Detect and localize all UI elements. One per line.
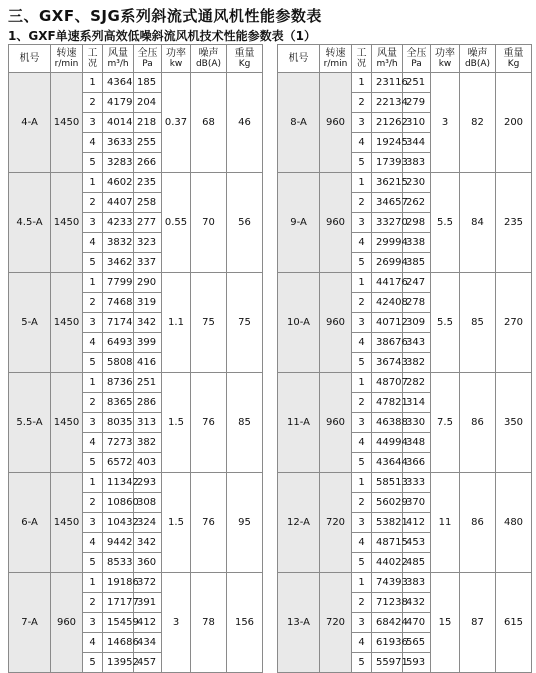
table-subtitle: 1、GXF单速系列高效低噪斜流风机技术性能参数表（1） (8, 29, 317, 43)
flow-cell: 19186 (103, 573, 134, 593)
pressure-cell: 434 (134, 633, 162, 653)
flow-cell: 3633 (103, 133, 134, 153)
weight-cell: 480 (496, 473, 532, 573)
flow-cell: 6572 (103, 453, 134, 473)
weight-cell: 75 (227, 273, 263, 373)
header-row (278, 45, 532, 73)
power-cell: 7.5 (431, 373, 460, 473)
page-title: 三、GXF、SJG系列斜流式通风机性能参数表 (8, 7, 322, 25)
condition-cell: 4 (83, 433, 103, 453)
header-power: 功率 kw (162, 45, 191, 73)
flow-cell: 4179 (103, 93, 134, 113)
condition-cell: 1 (352, 173, 372, 193)
speed-cell: 1450 (51, 173, 83, 273)
condition-cell: 4 (83, 233, 103, 253)
power-cell: 5.5 (431, 273, 460, 373)
table-row (278, 573, 532, 593)
power-cell: 1.5 (162, 473, 191, 573)
flow-cell: 71238 (372, 593, 403, 613)
flow-cell: 7799 (103, 273, 134, 293)
flow-cell: 42408 (372, 293, 403, 313)
pressure-cell: 338 (403, 233, 431, 253)
speed-cell: 1450 (51, 73, 83, 173)
pressure-cell: 282 (403, 373, 431, 393)
condition-cell: 1 (83, 373, 103, 393)
condition-cell: 5 (352, 153, 372, 173)
condition-cell: 1 (83, 173, 103, 193)
speed-cell: 960 (320, 373, 352, 473)
pressure-cell: 399 (134, 333, 162, 353)
speed-cell: 1450 (51, 273, 83, 373)
condition-cell: 2 (83, 593, 103, 613)
flow-cell: 17393 (372, 153, 403, 173)
pressure-cell: 314 (403, 393, 431, 413)
model-cell: 4-A (9, 73, 51, 173)
speed-cell: 1450 (51, 473, 83, 573)
pressure-cell: 565 (403, 633, 431, 653)
noise-cell: 70 (191, 173, 227, 273)
condition-cell: 2 (352, 393, 372, 413)
weight-cell: 270 (496, 273, 532, 373)
condition-cell: 4 (83, 333, 103, 353)
flow-cell: 48707 (372, 373, 403, 393)
performance-table-left (8, 44, 263, 673)
speed-cell: 720 (320, 473, 352, 573)
pressure-cell: 593 (403, 653, 431, 673)
flow-cell: 74393 (372, 573, 403, 593)
model-cell: 12-A (278, 473, 320, 573)
condition-cell: 4 (83, 133, 103, 153)
condition-cell: 1 (352, 473, 372, 493)
noise-cell: 86 (460, 373, 496, 473)
header-pressure: 全压 Pa (134, 45, 162, 73)
table-row (9, 473, 263, 493)
condition-cell: 3 (352, 413, 372, 433)
flow-cell: 36743 (372, 353, 403, 373)
condition-cell: 1 (83, 573, 103, 593)
pressure-cell: 416 (134, 353, 162, 373)
pressure-cell: 258 (134, 193, 162, 213)
pressure-cell: 251 (403, 73, 431, 93)
pressure-cell: 286 (134, 393, 162, 413)
flow-cell: 46388 (372, 413, 403, 433)
model-cell: 13-A (278, 573, 320, 673)
condition-cell: 4 (352, 433, 372, 453)
condition-cell: 5 (352, 253, 372, 273)
flow-cell: 29994 (372, 233, 403, 253)
condition-cell: 1 (83, 73, 103, 93)
pressure-cell: 344 (403, 133, 431, 153)
flow-cell: 58513 (372, 473, 403, 493)
condition-cell: 1 (352, 573, 372, 593)
model-cell: 5-A (9, 273, 51, 373)
flow-cell: 8035 (103, 413, 134, 433)
condition-cell: 5 (352, 453, 372, 473)
condition-cell: 3 (352, 213, 372, 233)
pressure-cell: 432 (403, 593, 431, 613)
flow-cell: 14686 (103, 633, 134, 653)
flow-cell: 7468 (103, 293, 134, 313)
pressure-cell: 277 (134, 213, 162, 233)
pressure-cell: 383 (403, 153, 431, 173)
pressure-cell: 251 (134, 373, 162, 393)
header-power: 功率 kw (431, 45, 460, 73)
flow-cell: 43644 (372, 453, 403, 473)
pressure-cell: 319 (134, 293, 162, 313)
weight-cell: 85 (227, 373, 263, 473)
pressure-cell: 298 (403, 213, 431, 233)
condition-cell: 4 (83, 633, 103, 653)
flow-cell: 40712 (372, 313, 403, 333)
condition-cell: 4 (352, 533, 372, 553)
noise-cell: 78 (191, 573, 227, 673)
condition-cell: 4 (83, 533, 103, 553)
pressure-cell: 343 (403, 333, 431, 353)
flow-cell: 13952 (103, 653, 134, 673)
flow-cell: 36215 (372, 173, 403, 193)
power-cell: 0.55 (162, 173, 191, 273)
weight-cell: 350 (496, 373, 532, 473)
flow-cell: 4407 (103, 193, 134, 213)
condition-cell: 5 (83, 153, 103, 173)
pressure-cell: 366 (403, 453, 431, 473)
noise-cell: 85 (460, 273, 496, 373)
power-cell: 3 (431, 73, 460, 173)
pressure-cell: 412 (134, 613, 162, 633)
table-row (278, 273, 532, 293)
model-cell: 11-A (278, 373, 320, 473)
power-cell: 1.1 (162, 273, 191, 373)
pressure-cell: 360 (134, 553, 162, 573)
flow-cell: 61936 (372, 633, 403, 653)
pressure-cell: 342 (134, 313, 162, 333)
condition-cell: 1 (352, 73, 372, 93)
condition-cell: 5 (83, 553, 103, 573)
noise-cell: 86 (460, 473, 496, 573)
table-row (278, 373, 532, 393)
pressure-cell: 391 (134, 593, 162, 613)
condition-cell: 3 (83, 113, 103, 133)
header-flow: 风量 m³/h (103, 45, 134, 73)
flow-cell: 3832 (103, 233, 134, 253)
condition-cell: 4 (352, 133, 372, 153)
pressure-cell: 385 (403, 253, 431, 273)
flow-cell: 44994 (372, 433, 403, 453)
pressure-cell: 403 (134, 453, 162, 473)
weight-cell: 615 (496, 573, 532, 673)
model-cell: 10-A (278, 273, 320, 373)
condition-cell: 3 (352, 613, 372, 633)
pressure-cell: 370 (403, 493, 431, 513)
noise-cell: 75 (191, 273, 227, 373)
speed-cell: 960 (51, 573, 83, 673)
flow-cell: 53821 (372, 513, 403, 533)
pressure-cell: 266 (134, 153, 162, 173)
header-speed: 转速 r/min (320, 45, 352, 73)
condition-cell: 2 (83, 93, 103, 113)
flow-cell: 8365 (103, 393, 134, 413)
pressure-cell: 293 (134, 473, 162, 493)
condition-cell: 3 (352, 513, 372, 533)
pressure-cell: 412 (403, 513, 431, 533)
flow-cell: 3462 (103, 253, 134, 273)
noise-cell: 76 (191, 373, 227, 473)
pressure-cell: 313 (134, 413, 162, 433)
flow-cell: 44176 (372, 273, 403, 293)
flow-cell: 17177 (103, 593, 134, 613)
pressure-cell: 333 (403, 473, 431, 493)
flow-cell: 48715 (372, 533, 403, 553)
pressure-cell: 308 (134, 493, 162, 513)
condition-cell: 2 (352, 593, 372, 613)
table-row (278, 173, 532, 193)
flow-cell: 44022 (372, 553, 403, 573)
flow-cell: 9442 (103, 533, 134, 553)
pressure-cell: 337 (134, 253, 162, 273)
pressure-cell: 453 (403, 533, 431, 553)
pressure-cell: 330 (403, 413, 431, 433)
flow-cell: 4602 (103, 173, 134, 193)
power-cell: 0.37 (162, 73, 191, 173)
pressure-cell: 372 (134, 573, 162, 593)
speed-cell: 720 (320, 573, 352, 673)
header-model: 机号 (9, 45, 51, 73)
condition-cell: 3 (83, 413, 103, 433)
header-model: 机号 (278, 45, 320, 73)
pressure-cell: 218 (134, 113, 162, 133)
model-cell: 9-A (278, 173, 320, 273)
speed-cell: 960 (320, 73, 352, 173)
power-cell: 1.5 (162, 373, 191, 473)
pressure-cell: 457 (134, 653, 162, 673)
noise-cell: 68 (191, 73, 227, 173)
condition-cell: 2 (83, 493, 103, 513)
power-cell: 5.5 (431, 173, 460, 273)
pressure-cell: 204 (134, 93, 162, 113)
condition-cell: 5 (83, 353, 103, 373)
condition-cell: 5 (352, 553, 372, 573)
pressure-cell: 255 (134, 133, 162, 153)
power-cell: 11 (431, 473, 460, 573)
performance-table-right (277, 44, 532, 673)
flow-cell: 8533 (103, 553, 134, 573)
table-row (9, 73, 263, 93)
speed-cell: 1450 (51, 373, 83, 473)
header-flow: 风量 m³/h (372, 45, 403, 73)
condition-cell: 4 (352, 233, 372, 253)
table-row (278, 73, 532, 93)
pressure-cell: 185 (134, 73, 162, 93)
pressure-cell: 383 (403, 573, 431, 593)
header-pressure: 全压 Pa (403, 45, 431, 73)
condition-cell: 3 (352, 113, 372, 133)
pressure-cell: 247 (403, 273, 431, 293)
table-row (9, 373, 263, 393)
header-speed: 转速 r/min (51, 45, 83, 73)
flow-cell: 11342 (103, 473, 134, 493)
flow-cell: 68424 (372, 613, 403, 633)
model-cell: 7-A (9, 573, 51, 673)
flow-cell: 56029 (372, 493, 403, 513)
flow-cell: 6493 (103, 333, 134, 353)
header-noise: 噪声 dB(A) (191, 45, 227, 73)
condition-cell: 5 (83, 453, 103, 473)
model-cell: 6-A (9, 473, 51, 573)
flow-cell: 33270 (372, 213, 403, 233)
pressure-cell: 382 (134, 433, 162, 453)
condition-cell: 4 (352, 633, 372, 653)
pressure-cell: 324 (134, 513, 162, 533)
noise-cell: 82 (460, 73, 496, 173)
flow-cell: 7273 (103, 433, 134, 453)
table-row (9, 173, 263, 193)
table-row (9, 573, 263, 593)
condition-cell: 2 (83, 393, 103, 413)
weight-cell: 156 (227, 573, 263, 673)
condition-cell: 2 (352, 93, 372, 113)
pressure-cell: 278 (403, 293, 431, 313)
condition-cell: 3 (83, 613, 103, 633)
flow-cell: 34657 (372, 193, 403, 213)
flow-cell: 26994 (372, 253, 403, 273)
flow-cell: 5808 (103, 353, 134, 373)
flow-cell: 8736 (103, 373, 134, 393)
header-noise: 噪声 dB(A) (460, 45, 496, 73)
flow-cell: 4014 (103, 113, 134, 133)
flow-cell: 19245 (372, 133, 403, 153)
flow-cell: 4364 (103, 73, 134, 93)
condition-cell: 5 (352, 353, 372, 373)
model-cell: 8-A (278, 73, 320, 173)
flow-cell: 10432 (103, 513, 134, 533)
condition-cell: 5 (83, 253, 103, 273)
table-row (278, 473, 532, 493)
header-row (9, 45, 263, 73)
condition-cell: 3 (352, 313, 372, 333)
condition-cell: 2 (352, 193, 372, 213)
weight-cell: 95 (227, 473, 263, 573)
condition-cell: 3 (83, 513, 103, 533)
condition-cell: 1 (352, 273, 372, 293)
noise-cell: 87 (460, 573, 496, 673)
condition-cell: 1 (352, 373, 372, 393)
pressure-cell: 342 (134, 533, 162, 553)
flow-cell: 38676 (372, 333, 403, 353)
flow-cell: 21262 (372, 113, 403, 133)
weight-cell: 46 (227, 73, 263, 173)
model-cell: 5.5-A (9, 373, 51, 473)
weight-cell: 235 (496, 173, 532, 273)
header-weight: 重量 Kg (496, 45, 532, 73)
condition-cell: 3 (83, 313, 103, 333)
pressure-cell: 279 (403, 93, 431, 113)
pressure-cell: 290 (134, 273, 162, 293)
header-weight: 重量 Kg (227, 45, 263, 73)
weight-cell: 200 (496, 73, 532, 173)
pressure-cell: 323 (134, 233, 162, 253)
table-row (9, 273, 263, 293)
power-cell: 15 (431, 573, 460, 673)
pressure-cell: 382 (403, 353, 431, 373)
pressure-cell: 310 (403, 113, 431, 133)
condition-cell: 1 (83, 273, 103, 293)
header-condition: 工 况 (83, 45, 103, 73)
condition-cell: 3 (83, 213, 103, 233)
header-condition: 工 况 (352, 45, 372, 73)
pressure-cell: 230 (403, 173, 431, 193)
pressure-cell: 235 (134, 173, 162, 193)
condition-cell: 2 (352, 293, 372, 313)
flow-cell: 47821 (372, 393, 403, 413)
noise-cell: 76 (191, 473, 227, 573)
flow-cell: 7174 (103, 313, 134, 333)
condition-cell: 2 (352, 493, 372, 513)
condition-cell: 5 (83, 653, 103, 673)
speed-cell: 960 (320, 173, 352, 273)
flow-cell: 4233 (103, 213, 134, 233)
pressure-cell: 485 (403, 553, 431, 573)
pressure-cell: 262 (403, 193, 431, 213)
speed-cell: 960 (320, 273, 352, 373)
flow-cell: 3283 (103, 153, 134, 173)
condition-cell: 2 (83, 293, 103, 313)
condition-cell: 4 (352, 333, 372, 353)
weight-cell: 56 (227, 173, 263, 273)
condition-cell: 1 (83, 473, 103, 493)
model-cell: 4.5-A (9, 173, 51, 273)
pressure-cell: 348 (403, 433, 431, 453)
flow-cell: 22134 (372, 93, 403, 113)
pressure-cell: 309 (403, 313, 431, 333)
condition-cell: 2 (83, 193, 103, 213)
condition-cell: 5 (352, 653, 372, 673)
pressure-cell: 470 (403, 613, 431, 633)
flow-cell: 10860 (103, 493, 134, 513)
flow-cell: 23116 (372, 73, 403, 93)
noise-cell: 84 (460, 173, 496, 273)
flow-cell: 15459 (103, 613, 134, 633)
power-cell: 3 (162, 573, 191, 673)
flow-cell: 55971 (372, 653, 403, 673)
